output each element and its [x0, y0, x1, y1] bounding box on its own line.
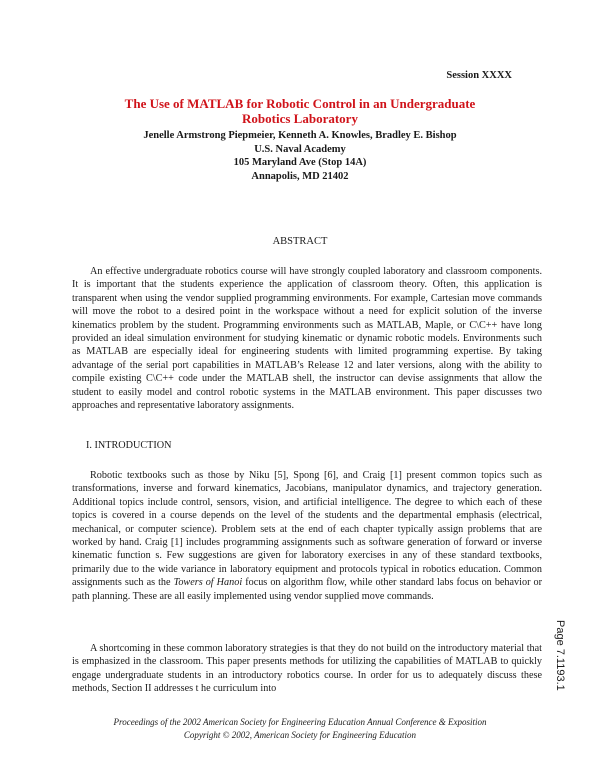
intro-text-before: Robotic textbooks such as those by Niku [5], Spong [6], and Craig [1] present common topics such as transformations, inverse and forward kinematics, Jacobians, manipulator dynamics, and trajectory generation. Additional topics include control, sensors, vision, and artificial intelligence. The degree to which each of these topics is covered in a course depends on the level of the students and the departmental emphasis (electrical, mechanical, or computer science). Problem sets at the end of each chapter typically assign problems that are worked by hand. Craig [1] includes programming assignments such as software generation of forward or inverse kinematic function s. Few suggestions are given for laboratory exercises in any of these standard textbooks, primarily due to the wide variance in laboratory equipment and protocols typical in robotics education. Common assignments such as the [72, 470, 542, 589]
author-block [0, 129, 600, 183]
paper-title-line-1: The Use of MATLAB for Robotic Control in an Undergraduate [124, 96, 476, 111]
footer-proceedings: Proceedings of the 2002 American Society for Engineering Education Annual Conference & Exposition [113, 717, 487, 727]
intro-text-after: focus on algorithm flow, while other standard labs focus on behavior or path planning. These are all easily implemented using vendor supplied move commands. [72, 577, 542, 602]
towers-of-hanoi-italic: Towers of Hanoi [173, 577, 243, 589]
session-label: Session XXXX [446, 70, 512, 81]
abstract-heading: ABSTRACT [272, 236, 328, 247]
introduction-paragraph-1 [72, 469, 542, 603]
abstract-paragraph: An effective undergraduate robotics course will have strongly coupled laboratory and classroom components. It is important that the students experience the application of classroom theory. Often, this application is transparent when using the vendor supplied programming environments. For example, Cartesian move commands will move the robot to a desired point in the workspace without a need for explicit solution of the inverse kinematics problem by the student. Programming environments such as MATLAB, Maple, or C\C++ have long provided an ideal simulation environment for studying kinematic or dynamic robotic models. Environments such as MATLAB are especially ideal for engineering students with limited programming expertise. By taking advantage of the serial port capabilities in MATLAB’s Release 12 and later versions, along with the ability to compile existing C\C++ code under the MATLAB shell, the instructor can devise assignments that allow the student to easily model and control robotic systems in the MATLAB environment. This paper discusses two approaches and representative laboratory assignments. [72, 266, 542, 412]
author-address: 105 Maryland Ave (Stop 14A) [233, 157, 367, 168]
author-institution: U.S. Naval Academy [254, 143, 346, 155]
footer-copyright: Copyright © 2002, American Society for Engineering Education [183, 730, 417, 740]
paper-title [0, 96, 600, 126]
page-footer [0, 716, 600, 742]
author-names: Jenelle Armstrong Piepmeier, Kenneth A. Knowles, Bradley E. Bishop [143, 130, 457, 141]
introduction-paragraph-2: A shortcoming in these common laboratory strategies is that they do not build on the introductory material that is emphasized in the classroom. This paper presents methods for utilizing the capabilities of MATLAB to quickly engage undergraduate students in an introductory robotics course. In order for us to adequately discuss these methods, Section II addresses t he curriculum into [72, 643, 542, 695]
page-number: Page 7.1193.1 [554, 620, 566, 691]
paper-title-line-2: Robotics Laboratory [242, 111, 358, 126]
author-city: Annapolis, MD 21402 [251, 170, 349, 182]
section-heading-introduction: I. INTRODUCTION [86, 440, 172, 451]
